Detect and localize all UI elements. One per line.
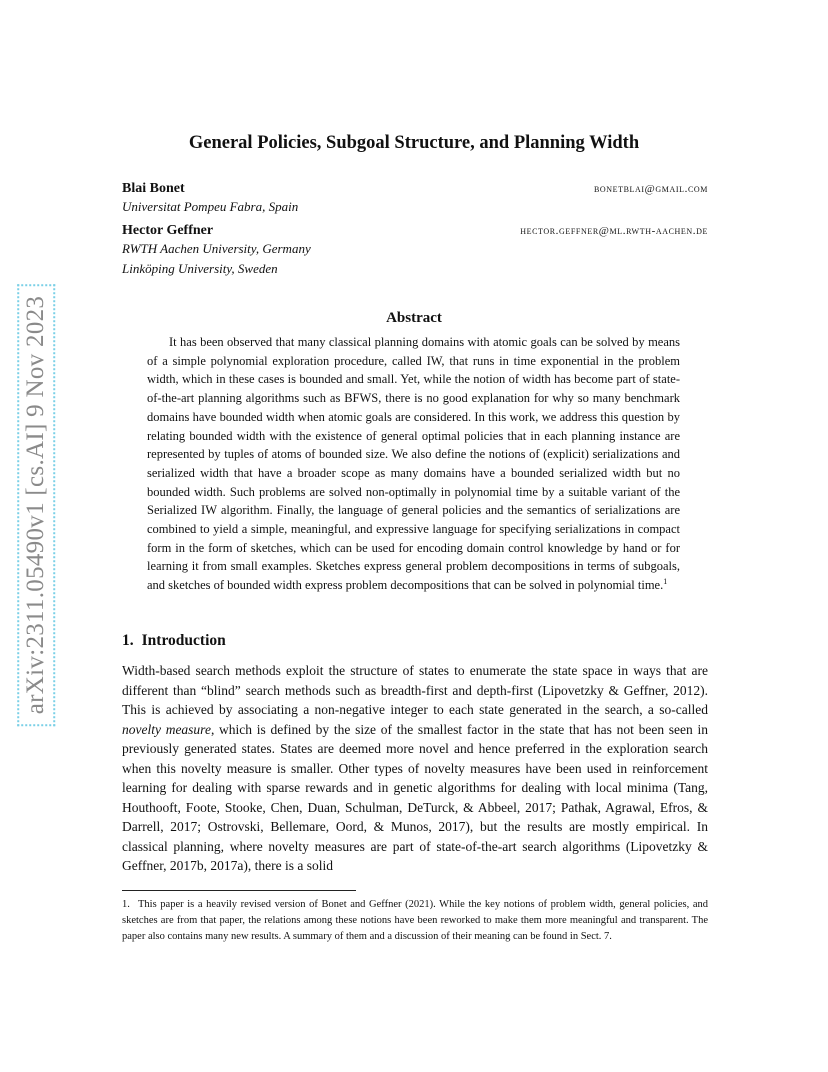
footnote-divider <box>122 890 356 891</box>
intro-emphasis: novelty measure <box>122 721 211 737</box>
author-name: Blai Bonet <box>122 181 185 196</box>
introduction-paragraph <box>122 661 708 876</box>
author-block-2 <box>122 223 708 279</box>
section-number: 1. <box>122 632 134 649</box>
author-affiliation: RWTH Aachen University, Germany <box>122 241 311 256</box>
intro-text-part: Width-based search methods exploit the structure of states to enumerate the state space in ways that are different than “blind” search methods such as breadth-first and depth-first (Lipovetzky & Geffner, 2012). This is achieved by associating a non-negative integer to each state generated in the search, a so-called <box>122 663 708 717</box>
author-block-1 <box>122 181 708 217</box>
abstract-heading: Abstract <box>386 310 442 326</box>
author-email[interactable]: bonetblai@gmail.com <box>593 183 708 195</box>
author-affiliation: Linköping University, Sweden <box>122 261 278 276</box>
footnote <box>122 897 708 945</box>
paper-title: General Policies, Subgoal Structure, and Planning Width <box>188 133 640 153</box>
footnote-text: This paper is a heavily revised version of Bonet and Geffner (2021). While the key notions of problem width, general policies, and sketches are from that paper, the relations among these notions have been reworked to make them more meaningful and transparent. The paper also contains many new results. A summary of them and a discussion of their meaning can be found in Sect. 7. <box>122 899 708 942</box>
arxiv-identifier[interactable]: arXiv:2311.05490v1 [cs.AI] 9 Nov 2023 <box>17 284 55 726</box>
author-email[interactable]: hector.geffner@ml.rwth-aachen.de <box>520 225 708 237</box>
intro-text-part: , which is defined by the size of the smallest factor in the state that has not been seen in previously generated states. States are deemed more novel and hence preferred in the exploration search when this novelty measure is smaller. Other types of novelty measures have been used in reinforcement learning for dealing with sparse rewards and in genetic algorithms for dealing with local minima (Tang, Houthooft, Foote, Stooke, Chen, Duan, Schulman, DeTurck, & Abbeel, 2017; Pathak, Agrawal, Efros, & Darrell, 2017; Ostrovski, Bellemare, Oord, & Munos, 2017), but the results are mostly empirical. In classical planning, where novelty measures are part of state-of-the-art search algorithms (Lipovetzky & Geffner, 2017b, 2017a), there is a solid <box>122 721 708 873</box>
author-affiliation: Universitat Pompeu Fabra, Spain <box>122 199 299 214</box>
abstract-text <box>147 333 680 595</box>
author-name: Hector Geffner <box>122 223 214 238</box>
abstract-paragraph: It has been observed that many classical planning domains with atomic goals can be solved by means of a simple polynomial exploration procedure, called IW, that runs in time exponential in the problem width, which in these cases is bounded and small. Yet, while the notion of width has become part of state-of-the-art planning algorithms such as BFWS, there is no good explanation for why so many benchmark domains have bounded width when atomic goals are considered. In this work, we address this question by relating bounded width with the existence of general optimal policies that in each planning instance are represented by tuples of atoms of bounded size. We also define the notions of (explicit) serializations and serialized width that have a broader scope as many domains have a bounded serialized width but no bounded width. Such problems are solved non-optimally in polynomial time by a suitable variant of the Serialized IW algorithm. Finally, the language of general policies and the semantics of serializations are combined to yield a simple, meaningful, and expressive language for specifying serializations in compact form in the form of sketches, which can be used for encoding domain control knowledge by hand or for learning it from small examples. Sketches express general problem decompositions in terms of subgoals, and sketches of bounded width express problem decompositions that can be solved in polynomial time. <box>147 335 680 593</box>
arxiv-stamp[interactable] <box>14 270 58 740</box>
section-title: Introduction <box>141 632 226 649</box>
footnote-mark: 1. <box>122 899 130 910</box>
section-heading <box>122 632 226 650</box>
footnote-reference[interactable]: 1 <box>663 576 668 586</box>
